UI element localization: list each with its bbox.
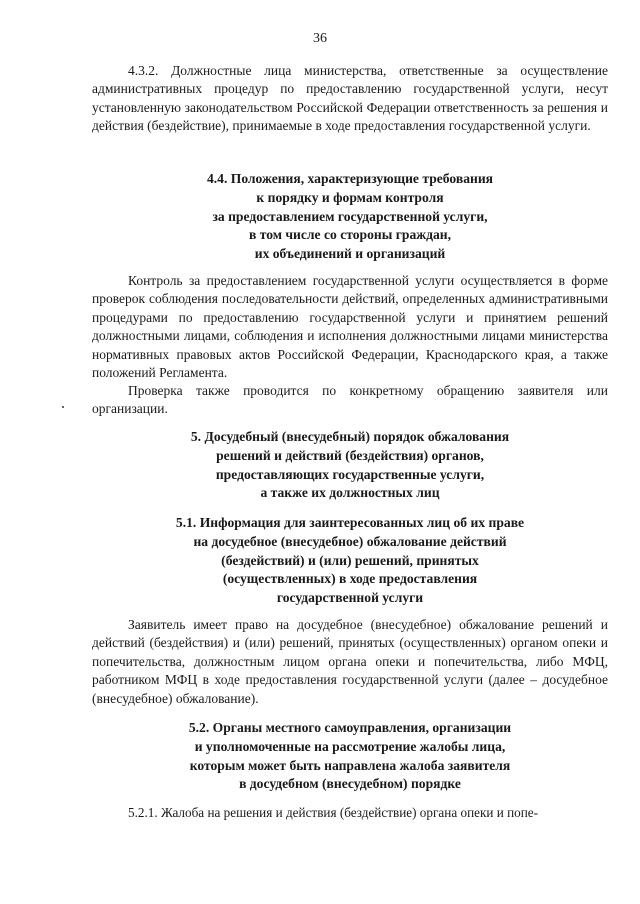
paragraph-applicant: Заявитель имеет право на досудебное (внесудебное) обжалование решений и действий (бездействия) и (или) решений, принятых (осуществленных) органом опеки и попечительства, должностным лицом органа опеки и попечительства, либо МФЦ, работником МФЦ в ходе предоставления государственной услуги (далее – досудебное (внесудебное) обжалование). (92, 617, 608, 706)
heading-5-2: 5.2. Органы местного самоуправления, организации и уполномоченные на рассмотрение жалобы лица, которым может быть направлена жалоба заявителя в досудебном (внесудебном) порядке (188, 720, 512, 792)
heading-5: 5. Досудебный (внесудебный) порядок обжалования решений и действий (бездействия) органов, предоставляющих государственные услуги, а также их должностных лиц (190, 429, 510, 501)
paragraph-control: Контроль за предоставлением государственной услуги осуществляется в форме проверок соблюдения последовательности действий, определенных административными процедурами по предоставлению государственной услуги и принятием решений должностными лицами, соблюдения и исполнения должностными лицами министерства нормативных правовых актов Российской Федерации, Краснодарского края, а также положений Регламента. (92, 273, 608, 381)
heading-5-1: 5.1. Информация для заинтересованных лиц об их праве на досудебное (внесудебное) обжалование действий (бездействий) и (или) решений, принятых (осуществленных) в ходе предоставления государственной услуги (175, 515, 525, 606)
page-number: 36 (313, 31, 327, 46)
heading-4-4: 4.4. Положения, характеризующие требования к порядку и формам контроля за предоставлением государственной услуги, в том числе со стороны граждан, их объединений и организаций (206, 171, 494, 262)
paragraph-4-3-2: 4.3.2. Должностные лица министерства, ответственные за осуществление административных процедур по предоставлению государственной услуги, несут установленную законодательством Российской Федерации ответственность за решения и действия (бездействие), принимаемые в ходе предоставления государственной услуги. (92, 63, 608, 134)
paragraph-5-2-1: 5.2.1. Жалоба на решения и действия (бездействие) органа опеки и попе- (128, 805, 539, 820)
scan-speck (62, 406, 64, 408)
paragraph-check: Проверка также проводится по конкретному обращению заявителя или организации. (92, 383, 608, 417)
